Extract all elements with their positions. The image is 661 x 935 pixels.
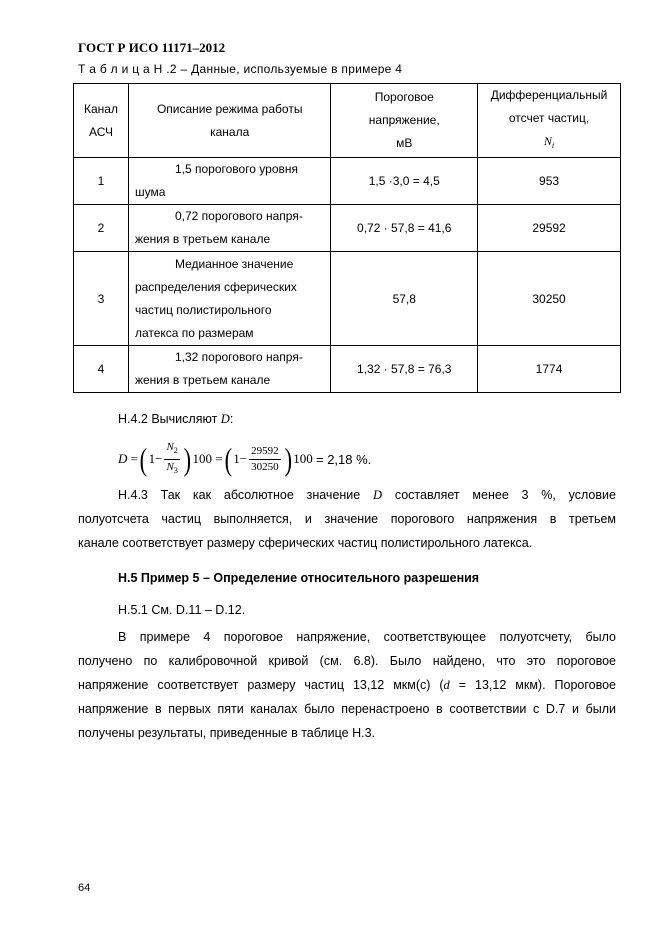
header-text: Описание режима работы	[156, 101, 303, 116]
cell-voltage: 1,32 · 57,8 = 76,3	[331, 346, 478, 393]
cell-count: 1774	[478, 346, 621, 393]
paragraph-h43	[78, 483, 616, 555]
column-header-threshold-voltage	[331, 84, 478, 158]
header-text: Канал	[83, 101, 118, 116]
column-header-differential-count	[478, 84, 621, 158]
cell-channel: 1	[74, 158, 129, 205]
document-standard-header: ГОСТ Р ИСО 11171–2012	[78, 40, 226, 55]
paragraph-text: Н.4.2 Вычисляют	[118, 412, 218, 426]
paragraph-line: получены результаты, приведенные в таблице Н.3.	[78, 726, 375, 740]
formula-d: D = ( 1 − $\frac{N_2}{N_3}$ ) 100 = ( 1 − $\frac{29592}{30250}$ ) 100 = 2,18 %.	[118, 441, 372, 477]
paragraph-h42: Н.4.2 Вычисляют D:	[118, 412, 234, 426]
table-row	[74, 205, 621, 252]
table-caption: Т а б л и ц а Н .2 – Данные, используемые в примере 4	[78, 62, 403, 76]
paragraph-line: канале соответствует размеру сферических частиц полистирольного латекса.	[78, 536, 533, 550]
section-heading: Н.5 Пример 5 – Определение относительного разрешения	[118, 571, 480, 585]
column-header-description	[128, 84, 330, 158]
paragraph-line: получено по калибровочной кривой (см. 6.8). Было найдено, что это пороговое	[78, 654, 616, 668]
cell-voltage: 0,72 · 57,8 = 41,6	[331, 205, 478, 252]
paragraph-example	[78, 625, 616, 745]
cell-description: 1,32 порогового напря- жения в третьем канале	[128, 346, 330, 393]
header-text: Дифференциальный	[490, 88, 608, 102]
cell-channel: 3	[74, 252, 129, 346]
page-number: 64	[78, 882, 91, 894]
header-symbol: $N_i$	[543, 134, 555, 151]
paragraph-line: напряжение соответствует размеру частиц 13,12 мкм(с) (d = 13,12 мкм). Пороговое	[78, 678, 616, 692]
cell-channel: 2	[74, 205, 129, 252]
fraction-symbolic: $\frac{N_2}{N_3}$	[166, 441, 178, 475]
variable-d: D	[220, 412, 230, 426]
cell-voltage: 1,5 ·3,0 = 4,5	[331, 158, 478, 205]
paragraph-line: напряжение в первых пяти каналах было перенастроено в соответствии с D.7 и были	[78, 702, 616, 716]
paragraph-line: полуотсчета частиц выполняется, и значение порогового напряжения в третьем	[78, 512, 616, 526]
cell-count: 30250	[478, 252, 621, 346]
header-text: отсчет частиц,	[508, 111, 590, 125]
table-row	[74, 158, 621, 205]
table-row	[74, 346, 621, 393]
cell-voltage: 57,8	[331, 252, 478, 346]
column-header-channel	[74, 84, 129, 158]
cell-count: 953	[478, 158, 621, 205]
header-text: канала	[210, 124, 250, 139]
cell-description: Медианное значение распределения сферических частиц полистирольного латекса по размерам	[128, 252, 330, 346]
cell-channel: 4	[74, 346, 129, 393]
header-text: Пороговое	[374, 90, 434, 105]
cell-count: 29592	[478, 205, 621, 252]
header-text: мВ	[396, 136, 413, 151]
header-text: напряжение,	[368, 113, 440, 128]
paragraph-line: Н.4.3 Так как абсолютное значение D составляет менее 3 %, условие	[118, 488, 616, 502]
table-header-row	[74, 84, 621, 158]
header-text: АСЧ	[88, 124, 113, 139]
fraction-numeric: $\frac{29592}{30250}$	[251, 444, 279, 473]
cell-description: 0,72 порогового напря- жения в третьем канале	[128, 205, 330, 252]
paragraph-line: В примере 4 пороговое напряжение, соответствующее полуотсчету, было	[118, 630, 616, 644]
paragraph-h51: Н.5.1 См. D.11 – D.12.	[118, 603, 246, 617]
data-table	[73, 83, 621, 393]
cell-description: 1,5 порогового уровня шума	[128, 158, 330, 205]
table-row	[74, 252, 621, 346]
